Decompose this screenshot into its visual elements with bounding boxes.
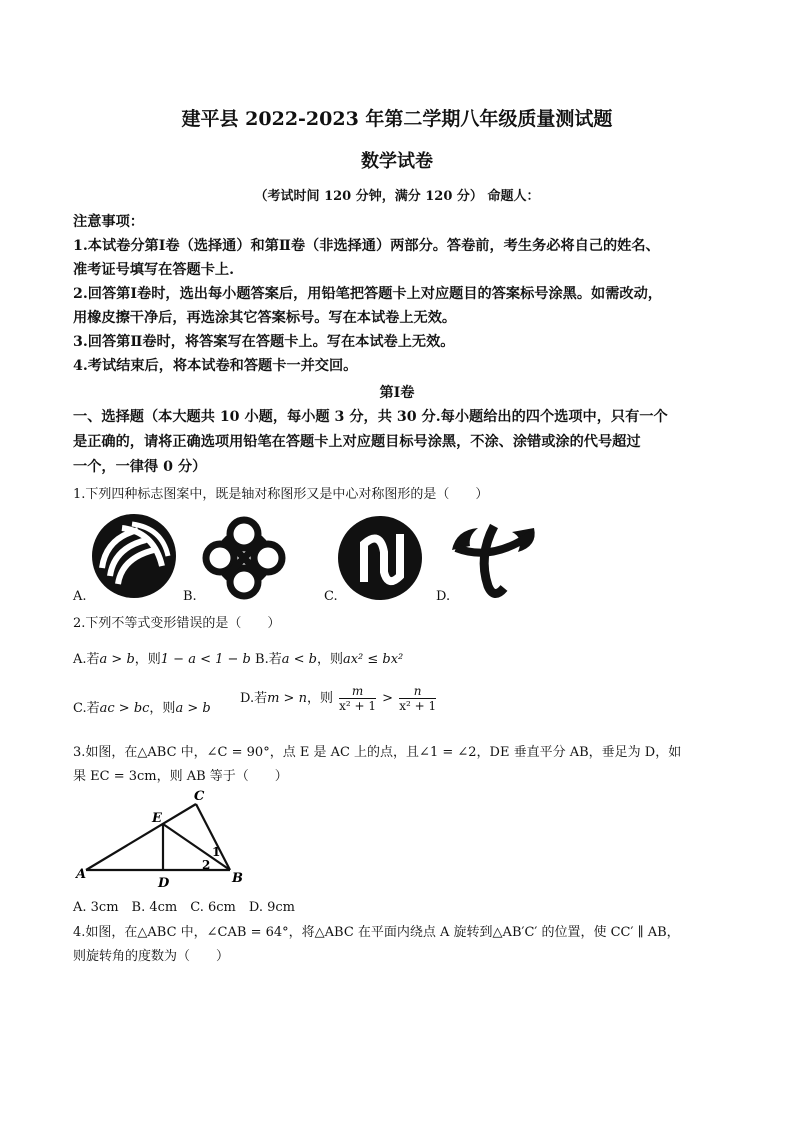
page-title: 建平县 2022-2023 年第二学期八年级质量测试题 xyxy=(181,108,613,130)
question-2-stem: 2.下列不等式变形错误的是（ ） xyxy=(73,616,281,631)
question-2-option-c: C.若ac > bc，则a > b xyxy=(73,701,211,716)
vertex-label: B xyxy=(232,871,243,886)
question-1-stem: 1.下列四种标志图案中，既是轴对称图形又是中心对称图形的是（ ） xyxy=(73,487,489,502)
notice-line: 准考证号填写在答题卡上. xyxy=(73,262,235,278)
option-label: A. xyxy=(73,589,87,604)
question-4-stem: 4.如图，在△ABC 中，∠CAB = 64°，将△ABC 在平面内绕点 A 旋转到△AB′C′ 的位置，使 CC′ ∥ AB， xyxy=(73,925,680,940)
vertex-label: E xyxy=(152,811,162,826)
question-2-options-ab: A.若a > b，则1 − a < 1 − b B.若a < b，则ax² ≤ bx² xyxy=(73,652,404,667)
china-unicom-knot-icon xyxy=(200,514,288,602)
vertex-label: A xyxy=(76,867,87,882)
angle-label: 2 xyxy=(202,858,211,872)
vertex-label: D xyxy=(158,876,170,890)
fraction: $\frac{n}{\text{x² + 1}}$ xyxy=(399,684,437,713)
page-subtitle: 数学试卷 xyxy=(361,151,433,172)
question-3-stem: 3.如图，在△ABC 中，∠C = 90°，点 E 是 AC 上的点，且∠1 = ∠2，DE 垂直平分 AB，垂足为 D，如 xyxy=(73,745,682,760)
option-label: D. xyxy=(436,589,451,604)
option-label: B. xyxy=(183,589,197,604)
notice-line: 4.考试结束后，将本试卷和答题卡一并交回。 xyxy=(73,358,358,374)
question-3-options: A. 3cm B. 4cm C. 6cm D. 9cm xyxy=(73,900,295,915)
question-4-stem: 则旋转角的度数为（ ） xyxy=(73,949,230,964)
section-intro: 一个，一律得 0 分） xyxy=(73,459,207,475)
section-heading: 第Ⅰ卷 xyxy=(379,385,415,401)
china-mobile-logo-icon xyxy=(88,510,180,602)
notice-heading: 注意事项： xyxy=(73,214,144,230)
fraction: $\frac{m}{\text{x² + 1}}$ xyxy=(339,684,377,713)
vertex-label: C xyxy=(194,789,205,804)
question-3-stem: 果 EC = 3cm，则 AB 等于（ ） xyxy=(73,769,288,784)
question-2-option-d: D.若m > n，则 $\frac{m}{\text{x² + 1}}$ > $\frac{n}{\text{x² + 1}}$ xyxy=(240,684,437,713)
option-label: C. xyxy=(324,589,338,604)
section-intro: 是正确的，请将正确选项用铅笔在答题卡上对应题目标号涂黑，不涂、涂错或涂的代号超过 xyxy=(73,434,641,450)
section-intro: 一、选择题（本大题共 10 小题，每小题 3 分，共 30 分.每小题给出的四个选项中，只有一个 xyxy=(73,409,668,425)
notice-line: 用橡皮擦干净后，再选涂其它答案标号。写在本试卷上无效。 xyxy=(73,310,457,326)
notice-line: 3.回答第Ⅱ卷时，将答案写在答题卡上。写在本试卷上无效。 xyxy=(73,334,455,350)
china-telecom-logo-icon xyxy=(448,516,540,602)
notice-line: 2.回答第Ⅰ卷时，选出每小题答案后，用铅笔把答题卡上对应题目的答案标号涂黑。如需改动， xyxy=(73,286,662,302)
exam-meta: （考试时间 120 分钟，满分 120 分） 命题人： xyxy=(254,189,540,204)
angle-label: 1 xyxy=(212,845,221,859)
notice-line: 1.本试卷分第Ⅰ卷（选择通）和第Ⅱ卷（非选择通）两部分。答卷前，考生务必将自己的姓名、 xyxy=(73,238,660,254)
triangle-figure xyxy=(74,788,246,890)
circle-n-logo-icon xyxy=(334,512,426,604)
